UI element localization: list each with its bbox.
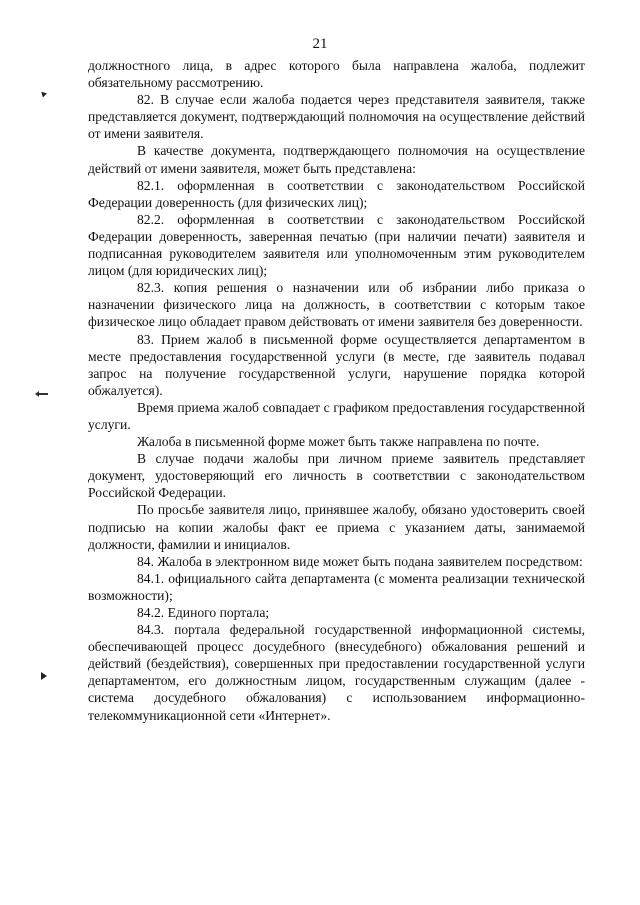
document-body: [88, 57, 585, 724]
paragraph-continuation: должностного лица, в адрес которого была направлена жалоба, подлежит обязательному рассмотрению.: [88, 58, 585, 91]
paragraph-83: 83. Прием жалоб в письменной форме осуществляется департаментом в месте предоставления государственной услуги (в месте, где заявитель подавал запрос на получение государственной услуги, нарушение порядка которой обжалуется).: [88, 331, 585, 398]
paragraph-84: 84. Жалоба в электронном виде может быть подана заявителем посредством:: [137, 553, 583, 569]
margin-arrow-mark-icon: [41, 672, 47, 680]
paragraph-83-schedule: Время приема жалоб совпадает с графиком предоставления государственной услуги.: [88, 399, 585, 432]
page-number: 21: [312, 36, 328, 52]
paragraph-82-intro: В качестве документа, подтверждающего полномочия на осуществление действий от имени заявителя, может быть представлена:: [88, 143, 585, 176]
paragraph-83-personal: В случае подачи жалобы при личном приеме заявитель представляет документ, удостоверяющий его личность в соответствии с законодательством Российской Федерации.: [88, 451, 585, 501]
paragraph-82-1: 82.1. оформленная в соответствии с законодательством Российской Федерации доверенность (для физических лиц);: [88, 177, 585, 210]
paragraph-84-3: 84.3. портала федеральной государственной информационной системы, обеспечивающей процесс досудебного (внесудебного) обжалования решений и действий (бездействия), совершенных при предоставлении государственной услуги департаментом, его должностным лицом, государственным служащим (далее - система досудебного обжалования) с использованием информационно-телекоммуникационной сети «Интернет».: [88, 622, 585, 723]
paragraph-84-1: 84.1. официального сайта департамента (с момента реализации технической возможности);: [88, 570, 585, 603]
margin-arrow-mark-icon: [38, 393, 48, 395]
paragraph-84-2: 84.2. Единого портала;: [137, 605, 270, 620]
paragraph-82: 82. В случае если жалоба подается через представителя заявителя, также представляется документ, подтверждающий полномочия на осуществление действий от имени заявителя.: [88, 92, 585, 142]
paragraph-82-2: 82.2. оформленная в соответствии с законодательством Российской Федерации доверенность, заверенная печатью (при наличии печати) заявителя и подписанная руководителем заявителя или уполномоченным этим руководителем лицом (для юридических лиц);: [88, 211, 585, 279]
paragraph-83-mail: Жалоба в письменной форме может быть также направлена по почте.: [137, 434, 540, 450]
margin-arrow-mark-icon: [41, 90, 47, 97]
paragraph-83-certify: По просьбе заявителя лицо, принявшее жалобу, обязано удостоверить своей подписью на копии жалобы факт ее приема с указанием даты, занимаемой должности, фамилии и инициалов.: [88, 502, 585, 552]
paragraph-82-3: 82.3. копия решения о назначении или об избрании либо приказа о назначении физического лица на должность, в соответствии с которым такое физическое лицо обладает правом действовать от имени заявителя без доверенности.: [88, 280, 585, 330]
